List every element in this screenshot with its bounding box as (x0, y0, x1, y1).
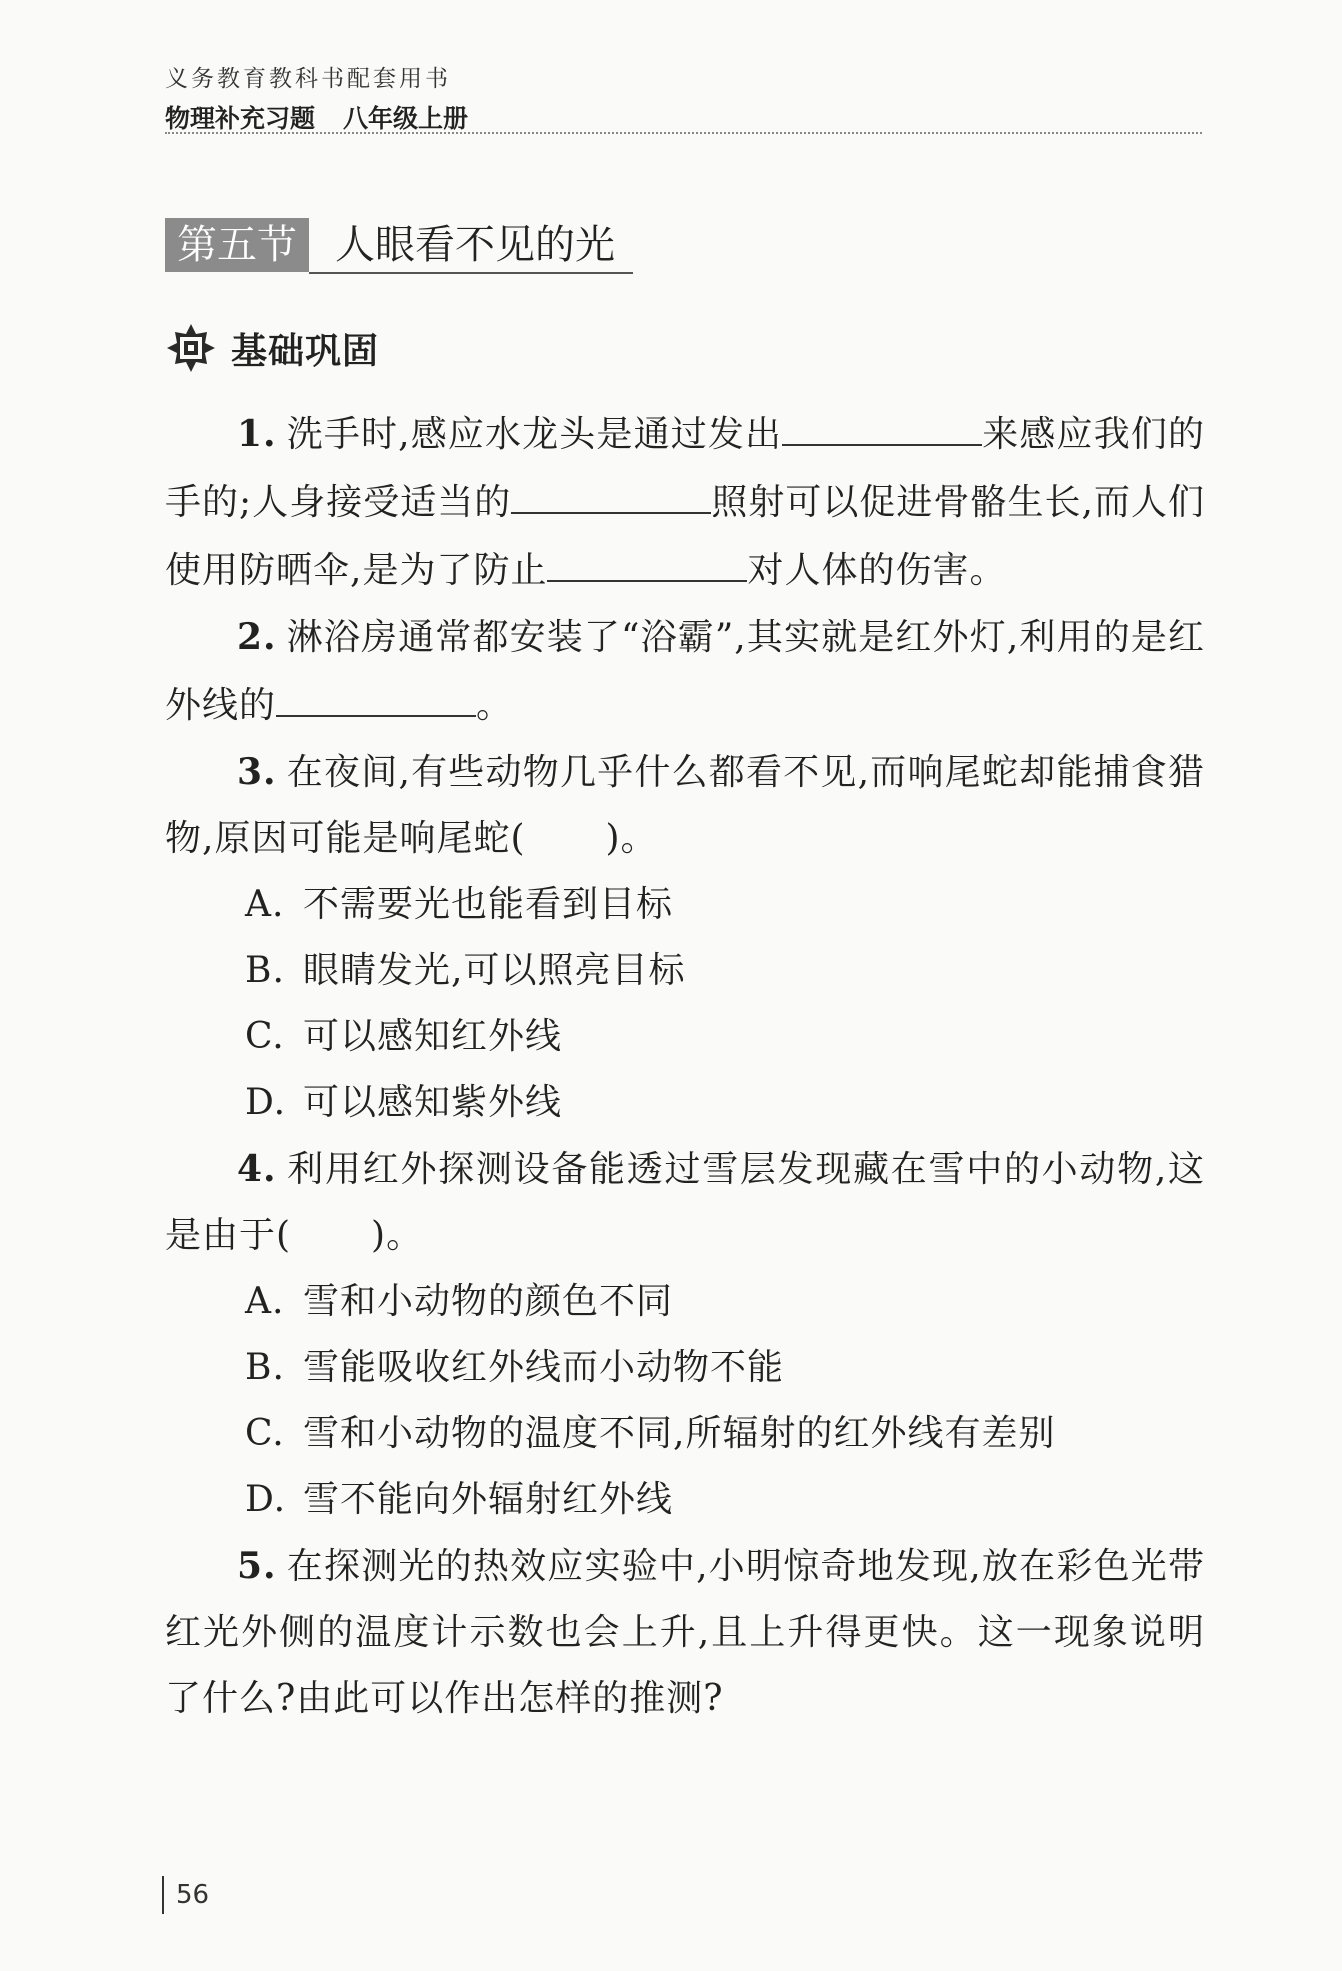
question-text: 洗手时,感应水龙头是通过发出 (286, 414, 783, 455)
option-b (165, 938, 1205, 1004)
question-number: 3. (237, 751, 277, 793)
answer-blank[interactable] (511, 468, 711, 514)
option-letter: C. (245, 1016, 285, 1057)
question-number: 5. (237, 1545, 277, 1587)
header-divider (165, 132, 1202, 134)
question-text: )。 (371, 1215, 424, 1256)
option-b (165, 1335, 1205, 1401)
question-text: 在夜间,有些动物几乎什么都看不见,而响尾蛇却能捕食猎物,原因可能是响尾蛇( (165, 752, 1205, 859)
answer-blank[interactable] (547, 536, 747, 582)
section-label: 第五节 (165, 218, 309, 272)
question-text: 对人体的伤害。 (747, 550, 1007, 591)
option-text: 雪和小动物的温度不同,所辐射的红外线有差别 (303, 1413, 1056, 1454)
book-name: 物理补充习题 (165, 104, 316, 133)
question-3 (165, 739, 1205, 872)
section-title: 人眼看不见的光 (309, 218, 633, 274)
answer-blank[interactable] (782, 400, 982, 446)
question-2 (165, 604, 1205, 739)
question-text: 淋浴房通常都安装了“浴霸”,其实就是红外灯,利用的是红外线的 (165, 617, 1205, 726)
question-number: 1. (237, 413, 277, 455)
section-heading (165, 218, 633, 274)
option-text: 眼睛发光,可以照亮目标 (303, 950, 686, 991)
option-text: 可以感知紫外线 (303, 1082, 563, 1123)
option-letter: D. (245, 1479, 287, 1520)
option-d (165, 1467, 1205, 1533)
question-number: 2. (237, 616, 277, 658)
question-text: 在探测光的热效应实验中,小明惊奇地发现,放在彩色光带红光外侧的温度计示数也会上升,且上升得更快。这一现象说明了什么?由此可以作出怎样的推测? (165, 1546, 1205, 1719)
answer-blank[interactable] (276, 671, 476, 717)
option-a (165, 1269, 1205, 1335)
option-text: 雪能吸收红外线而小动物不能 (303, 1347, 785, 1388)
option-text: 雪和小动物的颜色不同 (303, 1281, 674, 1322)
option-c (165, 1401, 1205, 1467)
option-letter: A. (245, 1281, 285, 1322)
option-letter: B. (245, 950, 285, 991)
question-text: 利用红外探测设备能透过雪层发现藏在雪中的小动物,这是由于( (165, 1149, 1205, 1256)
page-number: 56 (176, 1880, 210, 1910)
option-text: 可以感知红外线 (303, 1016, 563, 1057)
question-text: 照射可以促进骨骼生长,而人们使用防晒伞,是为了防止 (165, 482, 1205, 591)
option-letter: B. (245, 1347, 285, 1388)
question-list (165, 400, 1205, 1732)
question-5 (165, 1533, 1205, 1732)
subsection-title: 基础巩固 (231, 330, 380, 372)
option-text: 雪不能向外辐射红外线 (303, 1479, 674, 1520)
question-4 (165, 1136, 1205, 1269)
question-text: )。 (605, 818, 658, 859)
option-letter: D. (245, 1082, 287, 1123)
page-footer (162, 1876, 209, 1914)
option-text: 不需要光也能看到目标 (303, 884, 674, 925)
option-d (165, 1070, 1205, 1136)
series-title: 义务教育教科书配套用书 (165, 66, 451, 92)
question-number: 4. (237, 1148, 277, 1190)
option-a (165, 872, 1205, 938)
option-c (165, 1004, 1205, 1070)
book-grade: 八年级上册 (343, 104, 469, 133)
question-text: 。 (476, 685, 514, 726)
option-letter: A. (245, 884, 285, 925)
subsection-heading (165, 322, 379, 374)
footer-rule (162, 1876, 164, 1914)
question-text: 来感应我们的手的;人身接受适当的 (165, 414, 1205, 523)
book-title (165, 99, 468, 135)
decorative-star-icon (165, 322, 217, 374)
option-letter: C. (245, 1413, 285, 1454)
question-1 (165, 400, 1205, 604)
running-header (165, 60, 468, 135)
